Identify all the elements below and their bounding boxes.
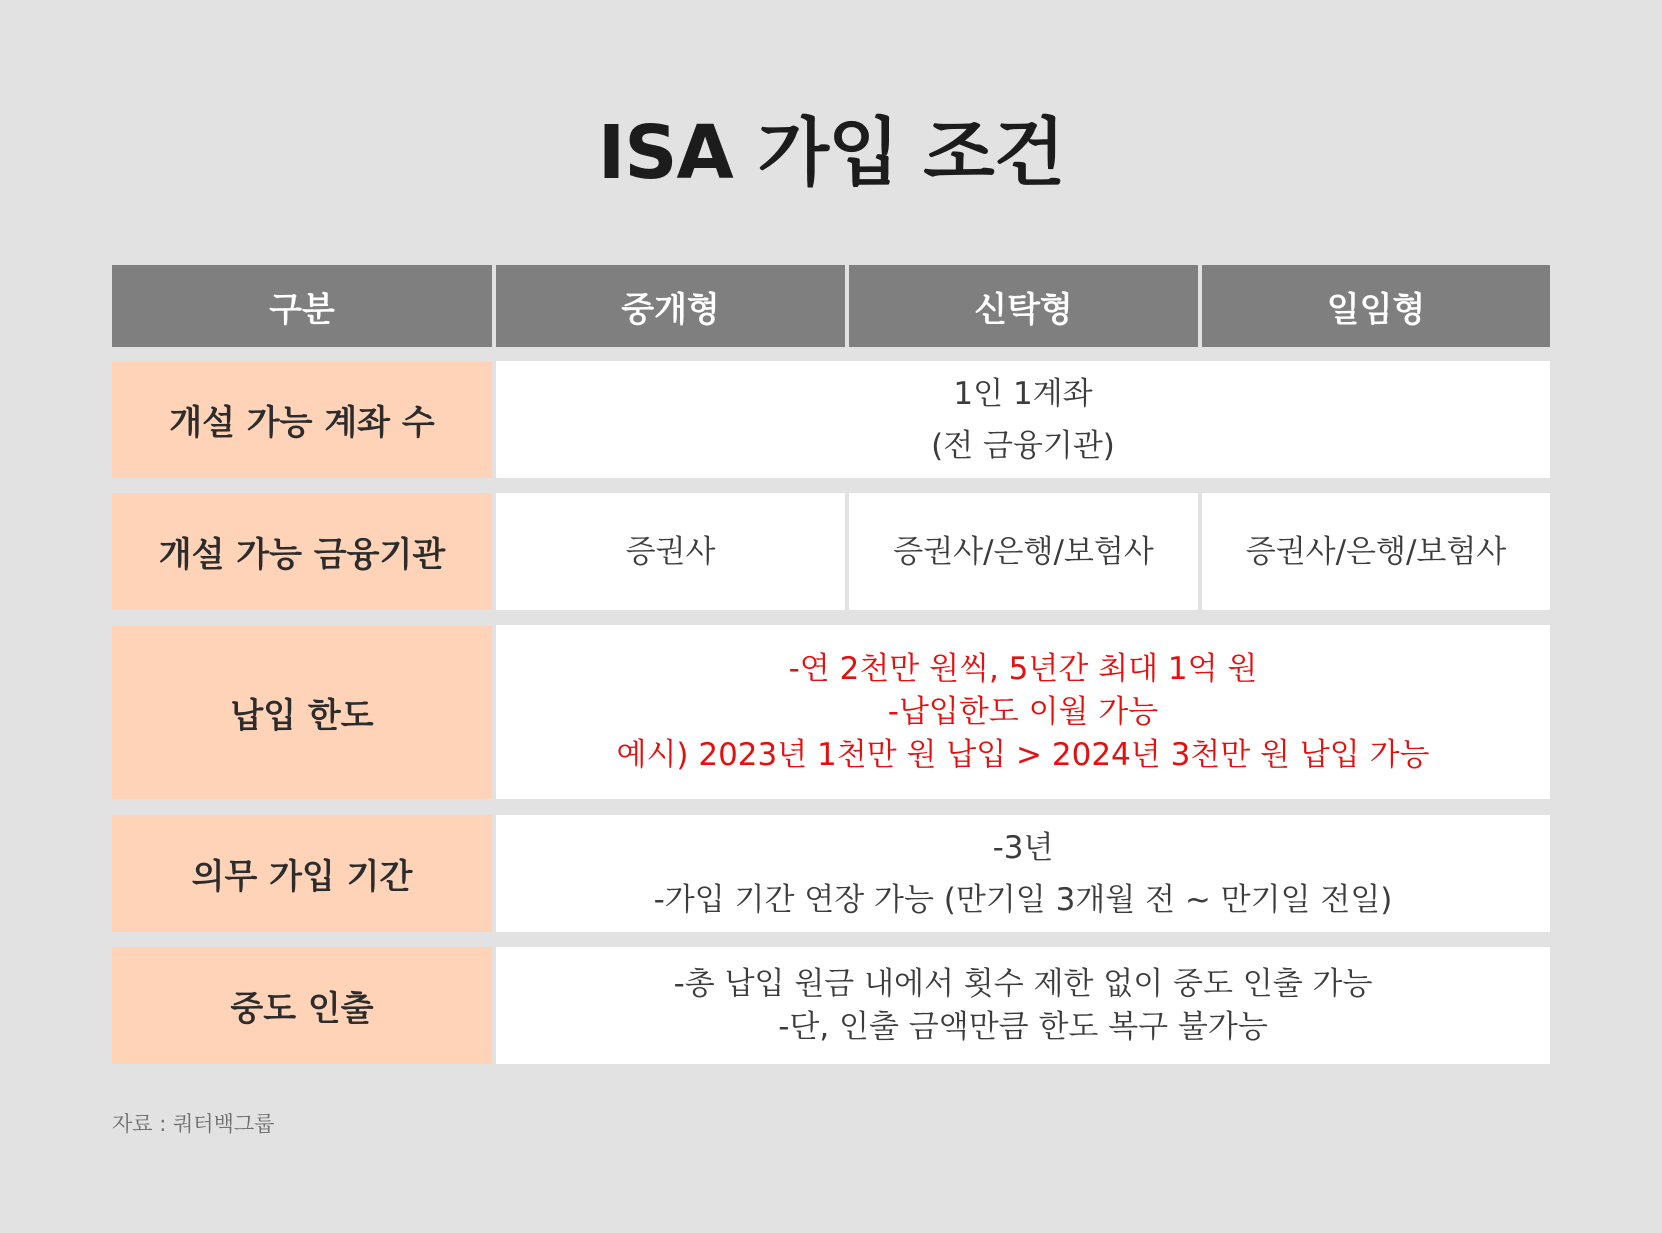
row-label-withdrawal: 중도 인출 — [112, 947, 492, 1064]
table-row — [112, 493, 1550, 610]
page-title: ISA 가입 조건 — [597, 110, 1065, 196]
value-line: 예시) 2023년 1천만 원 납입 > 2024년 3천만 원 납입 가능 — [616, 736, 1430, 773]
table-row — [112, 815, 1550, 932]
header-discretionary-type: 일임형 — [1202, 265, 1550, 347]
value-line: -단, 인출 금액만큼 한도 복구 불가능 — [778, 1008, 1268, 1045]
institutions-trust: 증권사/은행/보험사 — [849, 493, 1198, 610]
table-header-row — [112, 265, 1550, 347]
account-count-value — [496, 361, 1550, 478]
withdrawal-value — [496, 947, 1550, 1064]
table-row — [112, 625, 1550, 799]
mandatory-period-value — [496, 815, 1550, 932]
payment-limit-value — [496, 625, 1550, 799]
table-row — [112, 361, 1550, 478]
value-line: 1인 1계좌 — [953, 375, 1093, 412]
header-brokerage-type: 중개형 — [496, 265, 845, 347]
institutions-brokerage: 증권사 — [496, 493, 845, 610]
table-row — [112, 947, 1550, 1064]
row-label-institutions: 개설 가능 금융기관 — [112, 493, 492, 610]
source-note: 자료 : 쿼터백그룹 — [112, 1112, 275, 1136]
row-label-mandatory-period: 의무 가입 기간 — [112, 815, 492, 932]
header-trust-type: 신탁형 — [849, 265, 1198, 347]
value-line: (전 금융기관) — [931, 427, 1115, 464]
value-line: -3년 — [992, 829, 1054, 866]
value-line: -연 2천만 원씩, 5년간 최대 1억 원 — [788, 650, 1258, 687]
row-label-account-count: 개설 가능 계좌 수 — [112, 361, 492, 478]
institutions-discretionary: 증권사/은행/보험사 — [1202, 493, 1550, 610]
row-label-payment-limit: 납입 한도 — [112, 625, 492, 799]
header-category: 구분 — [112, 265, 492, 347]
value-line: -총 납입 원금 내에서 횟수 제한 없이 중도 인출 가능 — [673, 965, 1373, 1002]
value-line: -가입 기간 연장 가능 (만기일 3개월 전 ~ 만기일 전일) — [653, 881, 1393, 918]
value-line: -납입한도 이월 가능 — [887, 693, 1159, 730]
